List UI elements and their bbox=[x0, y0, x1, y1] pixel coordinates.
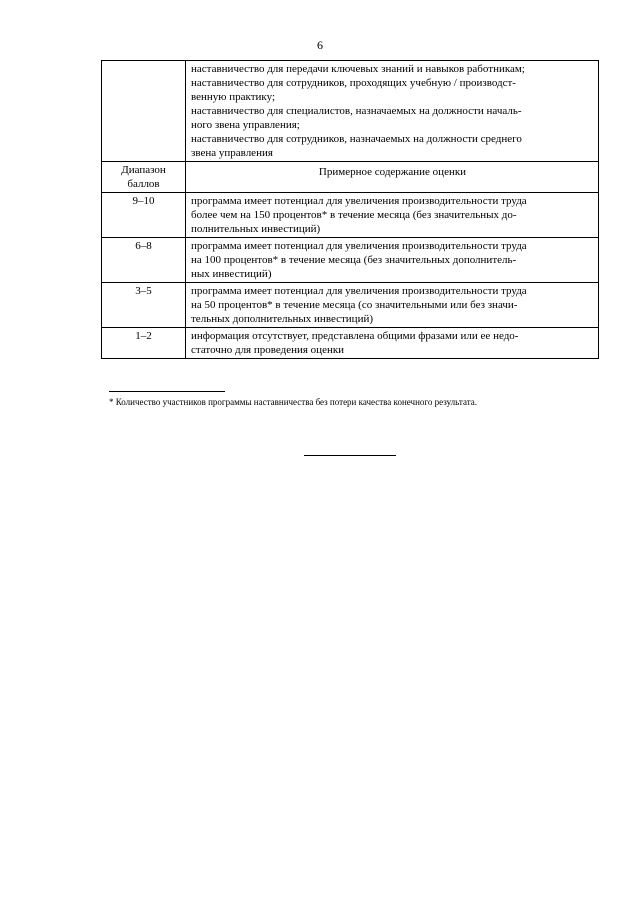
end-divider bbox=[304, 455, 396, 456]
intro-line: венную практику; bbox=[191, 91, 276, 103]
intro-line: ного звена управления; bbox=[191, 119, 300, 131]
intro-line: наставничество для специалистов, назначаемых на должности началь- bbox=[191, 105, 522, 117]
table-header-row bbox=[102, 162, 599, 193]
content-line: более чем на 150 процентов* в течение месяца (без значительных до- bbox=[191, 209, 517, 221]
range-header-line: баллов bbox=[127, 178, 160, 190]
content-line: программа имеет потенциал для увеличения производительности труда bbox=[191, 285, 527, 297]
content-cell bbox=[186, 193, 599, 238]
page-number: 6 bbox=[317, 38, 323, 52]
intro-line: наставничество для передачи ключевых знаний и навыков работникам; bbox=[191, 63, 525, 75]
range-cell: 1–2 bbox=[102, 328, 186, 359]
intro-line: наставничество для сотрудников, проходящих учебную / производст- bbox=[191, 77, 516, 89]
content-cell bbox=[186, 328, 599, 359]
range-cell: 6–8 bbox=[102, 238, 186, 283]
content-cell bbox=[186, 283, 599, 328]
content-line: полнительных инвестиций) bbox=[191, 223, 321, 235]
range-header bbox=[102, 162, 186, 193]
content-line: информация отсутствует, представлена общими фразами или ее недо- bbox=[191, 330, 519, 342]
content-line: ных инвестиций) bbox=[191, 268, 272, 280]
table-row bbox=[102, 283, 599, 328]
table-cell-intro bbox=[186, 61, 599, 162]
intro-line: звена управления bbox=[191, 147, 273, 159]
range-cell: 9–10 bbox=[102, 193, 186, 238]
content-line: на 100 процентов* в течение месяца (без значительных дополнитель- bbox=[191, 254, 517, 266]
range-header-line: Диапазон bbox=[121, 164, 166, 176]
footnote: * Количество участников программы наставничества без потери качества конечного результата. bbox=[109, 397, 478, 407]
evaluation-table bbox=[101, 60, 599, 359]
content-cell bbox=[186, 238, 599, 283]
table-row bbox=[102, 238, 599, 283]
intro-line: наставничество для сотрудников, назначаемых на должности среднего bbox=[191, 133, 522, 145]
table-row bbox=[102, 61, 599, 162]
table-cell-empty bbox=[102, 61, 186, 162]
content-line: на 50 процентов* в течение месяца (со значительными или без значи- bbox=[191, 299, 518, 311]
content-line: тельных дополнительных инвестиций) bbox=[191, 313, 374, 325]
content-line: статочно для проведения оценки bbox=[191, 344, 345, 356]
content-header: Примерное содержание оценки bbox=[186, 162, 599, 193]
range-cell: 3–5 bbox=[102, 283, 186, 328]
table-row bbox=[102, 328, 599, 359]
content-line: программа имеет потенциал для увеличения производительности труда bbox=[191, 195, 527, 207]
footnote-divider bbox=[109, 391, 225, 392]
table-row bbox=[102, 193, 599, 238]
content-line: программа имеет потенциал для увеличения производительности труда bbox=[191, 240, 527, 252]
